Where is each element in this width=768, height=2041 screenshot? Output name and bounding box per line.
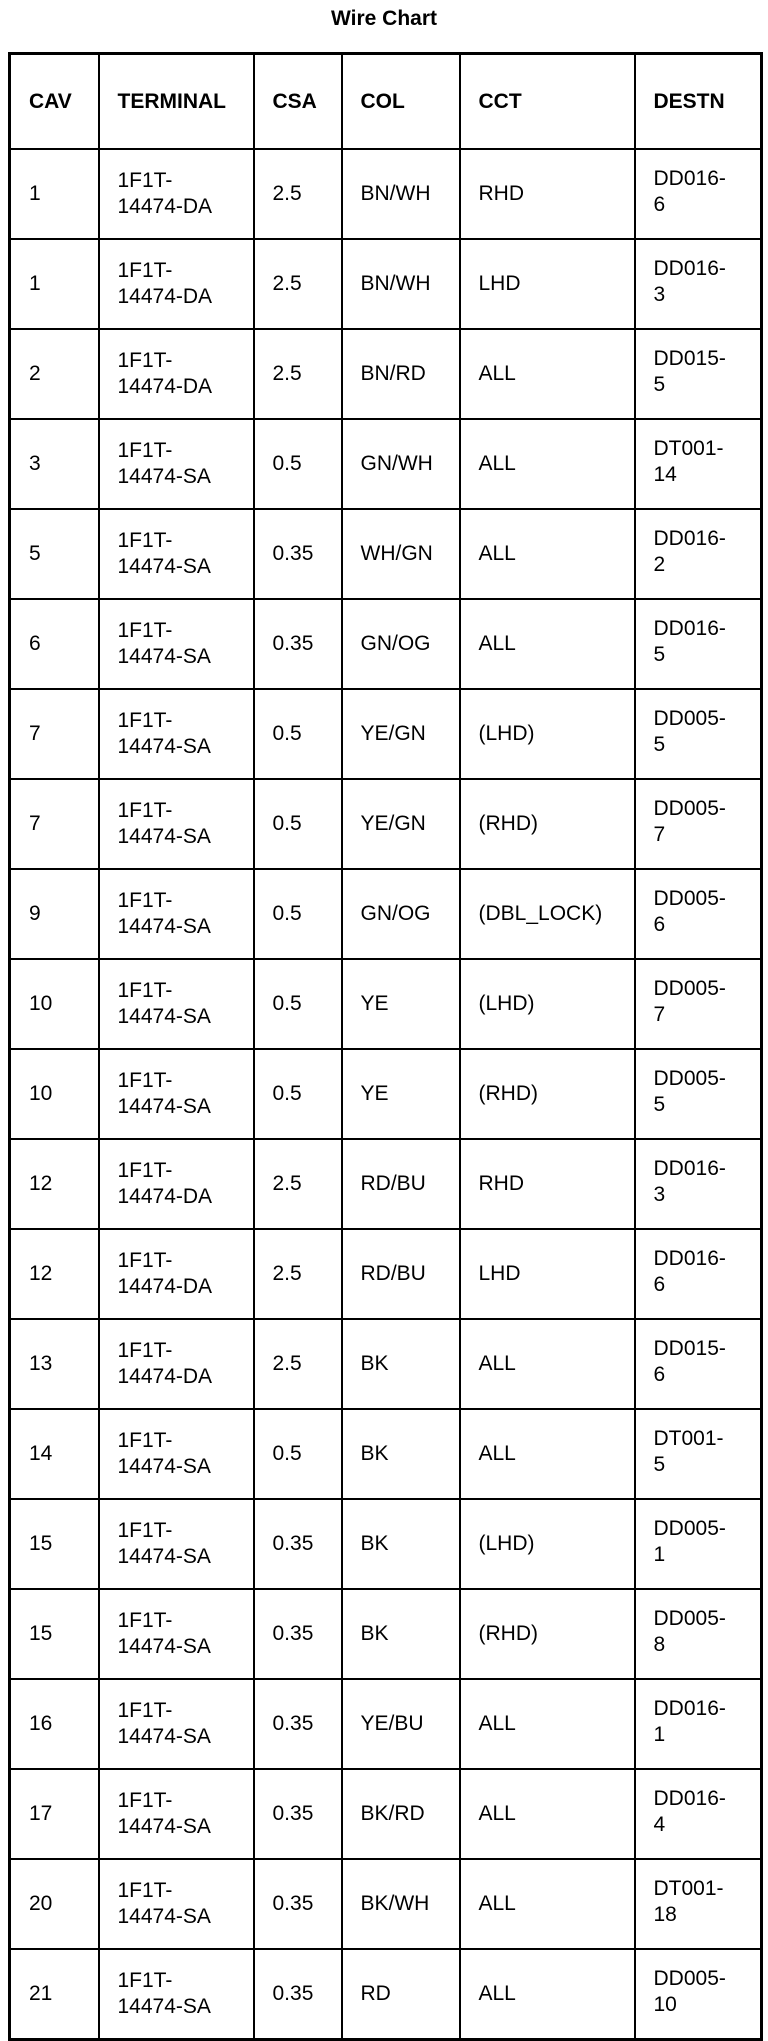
- cell-terminal-line-2: 14474-SA: [117, 1815, 211, 1838]
- cell-terminal-line-1: 1F1T-: [117, 1789, 173, 1812]
- cell-cct: LHD: [460, 1229, 635, 1319]
- cell-destn: [635, 689, 762, 779]
- cell-terminal-line-1: 1F1T-: [117, 439, 173, 462]
- cell-cct: (RHD): [460, 1589, 635, 1679]
- table-row: [10, 1409, 762, 1499]
- cell-terminal-line-2: 14474-DA: [117, 1185, 213, 1208]
- cell-terminal-line-1: 1F1T-: [117, 1609, 173, 1632]
- cell-terminal-line-2: 14474-SA: [117, 1455, 211, 1478]
- column-header-cav: CAV: [10, 54, 99, 150]
- cell-col: RD/BU: [342, 1139, 460, 1229]
- cell-terminal-line-1: 1F1T-: [117, 889, 173, 912]
- cell-cct: (LHD): [460, 959, 635, 1049]
- cell-cav: 17: [10, 1769, 99, 1859]
- cell-cav: 10: [10, 959, 99, 1049]
- cell-destn: [635, 869, 762, 959]
- cell-terminal-line-1: 1F1T-: [117, 1879, 173, 1902]
- cell-csa: 0.5: [254, 779, 342, 869]
- cell-terminal-line-1: 1F1T-: [117, 1699, 173, 1722]
- cell-destn-line-1: DT001-: [653, 1427, 724, 1450]
- table-row: [10, 959, 762, 1049]
- cell-cav: 15: [10, 1499, 99, 1589]
- cell-destn-line-1: DD016-: [653, 1697, 726, 1720]
- cell-cav: 3: [10, 419, 99, 509]
- cell-csa: 2.5: [254, 1319, 342, 1409]
- cell-destn-line-1: DD016-: [653, 617, 726, 640]
- cell-cav: 1: [10, 149, 99, 239]
- cell-col: GN/OG: [342, 599, 460, 689]
- table-row: [10, 509, 762, 599]
- cell-terminal: [99, 149, 254, 239]
- cell-cav: 7: [10, 779, 99, 869]
- cell-terminal: [99, 1409, 254, 1499]
- cell-terminal-line-2: 14474-SA: [117, 555, 211, 578]
- table-row: [10, 599, 762, 689]
- cell-destn-line-1: DT001-: [653, 1877, 724, 1900]
- cell-terminal: [99, 1229, 254, 1319]
- cell-csa: 2.5: [254, 1139, 342, 1229]
- cell-cav: 12: [10, 1229, 99, 1319]
- cell-destn-line-2: 18: [653, 1903, 677, 1926]
- cell-terminal-line-2: 14474-SA: [117, 1635, 211, 1658]
- cell-destn-line-1: DD015-: [653, 347, 726, 370]
- cell-terminal-line-1: 1F1T-: [117, 979, 173, 1002]
- cell-destn: [635, 1859, 762, 1949]
- cell-terminal-line-1: 1F1T-: [117, 349, 173, 372]
- cell-csa: 2.5: [254, 239, 342, 329]
- cell-destn: [635, 1409, 762, 1499]
- cell-col: GN/OG: [342, 869, 460, 959]
- cell-destn-line-2: 1: [653, 1543, 666, 1566]
- cell-destn-line-2: 6: [653, 1363, 666, 1386]
- page-title: Wire Chart: [331, 7, 437, 30]
- cell-cct: (RHD): [460, 1049, 635, 1139]
- header-row: [10, 54, 762, 150]
- table-row: [10, 149, 762, 239]
- cell-cav: 21: [10, 1949, 99, 2040]
- cell-destn-line-1: DD016-: [653, 1247, 726, 1270]
- table-row: [10, 689, 762, 779]
- cell-destn-line-1: DD016-: [653, 167, 726, 190]
- cell-destn: [635, 1679, 762, 1769]
- cell-terminal-line-1: 1F1T-: [117, 169, 173, 192]
- column-header-csa: CSA: [254, 54, 342, 150]
- table-row: [10, 1769, 762, 1859]
- column-header-cct: CCT: [460, 54, 635, 150]
- cell-terminal-line-2: 14474-DA: [117, 195, 213, 218]
- cell-destn: [635, 1139, 762, 1229]
- cell-cct: ALL: [460, 1859, 635, 1949]
- cell-cct: RHD: [460, 149, 635, 239]
- cell-cav: 14: [10, 1409, 99, 1499]
- cell-csa: 0.35: [254, 509, 342, 599]
- cell-terminal: [99, 1499, 254, 1589]
- cell-terminal: [99, 599, 254, 689]
- cell-col: WH/GN: [342, 509, 460, 599]
- cell-csa: 0.35: [254, 1859, 342, 1949]
- cell-destn-line-2: 1: [653, 1723, 666, 1746]
- cell-terminal: [99, 779, 254, 869]
- cell-cav: 10: [10, 1049, 99, 1139]
- cell-col: BN/WH: [342, 239, 460, 329]
- cell-terminal: [99, 1319, 254, 1409]
- cell-csa: 0.5: [254, 869, 342, 959]
- cell-csa: 0.35: [254, 599, 342, 689]
- cell-terminal: [99, 1139, 254, 1229]
- cell-terminal-line-1: 1F1T-: [117, 709, 173, 732]
- cell-terminal-line-2: 14474-SA: [117, 1725, 211, 1748]
- cell-cct: ALL: [460, 1769, 635, 1859]
- cell-col: BK: [342, 1409, 460, 1499]
- cell-destn-line-2: 6: [653, 1273, 666, 1296]
- cell-destn-line-2: 5: [653, 1453, 666, 1476]
- cell-destn-line-2: 3: [653, 283, 666, 306]
- table-row: [10, 239, 762, 329]
- cell-cct: ALL: [460, 599, 635, 689]
- cell-cct: ALL: [460, 1679, 635, 1769]
- cell-terminal-line-1: 1F1T-: [117, 1249, 173, 1272]
- cell-destn-line-2: 6: [653, 913, 666, 936]
- cell-csa: 0.35: [254, 1949, 342, 2040]
- cell-destn-line-1: DD005-: [653, 887, 726, 910]
- cell-destn-line-1: DD005-: [653, 1517, 726, 1540]
- cell-terminal-line-2: 14474-DA: [117, 285, 213, 308]
- cell-terminal-line-1: 1F1T-: [117, 1159, 173, 1182]
- cell-destn: [635, 149, 762, 239]
- table-row: [10, 869, 762, 959]
- cell-cav: 15: [10, 1589, 99, 1679]
- cell-terminal-line-1: 1F1T-: [117, 1069, 173, 1092]
- cell-cct: ALL: [460, 1319, 635, 1409]
- cell-col: YE: [342, 959, 460, 1049]
- cell-terminal: [99, 1589, 254, 1679]
- cell-destn-line-2: 4: [653, 1813, 666, 1836]
- cell-destn: [635, 329, 762, 419]
- cell-cct: (LHD): [460, 1499, 635, 1589]
- cell-terminal-line-2: 14474-DA: [117, 375, 213, 398]
- cell-destn-line-1: DD016-: [653, 257, 726, 280]
- cell-col: BN/WH: [342, 149, 460, 239]
- cell-terminal-line-2: 14474-SA: [117, 915, 211, 938]
- cell-destn-line-2: 5: [653, 373, 666, 396]
- cell-cct: ALL: [460, 329, 635, 419]
- cell-terminal-line-1: 1F1T-: [117, 1429, 173, 1452]
- cell-destn: [635, 1049, 762, 1139]
- cell-destn-line-2: 8: [653, 1633, 666, 1656]
- cell-terminal: [99, 869, 254, 959]
- cell-terminal-line-1: 1F1T-: [117, 799, 173, 822]
- cell-csa: 2.5: [254, 149, 342, 239]
- cell-csa: 2.5: [254, 329, 342, 419]
- cell-destn: [635, 599, 762, 689]
- cell-destn-line-2: 5: [653, 643, 666, 666]
- column-header-col: COL: [342, 54, 460, 150]
- wire-chart-table: [8, 52, 763, 2041]
- cell-cav: 13: [10, 1319, 99, 1409]
- cell-destn: [635, 1769, 762, 1859]
- cell-destn-line-1: DD016-: [653, 1157, 726, 1180]
- cell-csa: 0.35: [254, 1679, 342, 1769]
- table-row: [10, 1679, 762, 1769]
- cell-csa: 0.5: [254, 419, 342, 509]
- cell-destn-line-2: 10: [653, 1993, 677, 2016]
- cell-destn: [635, 959, 762, 1049]
- cell-terminal: [99, 1949, 254, 2040]
- cell-terminal: [99, 959, 254, 1049]
- cell-destn-line-2: 7: [653, 1003, 666, 1026]
- cell-col: YE/BU: [342, 1679, 460, 1769]
- cell-col: BK/WH: [342, 1859, 460, 1949]
- cell-terminal: [99, 1859, 254, 1949]
- cell-destn-line-1: DD005-: [653, 797, 726, 820]
- cell-destn: [635, 1229, 762, 1319]
- cell-terminal: [99, 419, 254, 509]
- cell-terminal-line-2: 14474-DA: [117, 1275, 213, 1298]
- cell-destn-line-1: DD005-: [653, 977, 726, 1000]
- table-row: [10, 419, 762, 509]
- cell-col: BK: [342, 1589, 460, 1679]
- cell-cct: ALL: [460, 419, 635, 509]
- cell-cav: 1: [10, 239, 99, 329]
- cell-terminal-line-1: 1F1T-: [117, 1519, 173, 1542]
- cell-csa: 0.35: [254, 1769, 342, 1859]
- cell-terminal-line-2: 14474-SA: [117, 735, 211, 758]
- cell-terminal-line-2: 14474-SA: [117, 1905, 211, 1928]
- cell-destn-line-1: DD016-: [653, 527, 726, 550]
- table-row: [10, 1319, 762, 1409]
- cell-csa: 0.35: [254, 1499, 342, 1589]
- cell-terminal-line-2: 14474-SA: [117, 825, 211, 848]
- cell-terminal-line-2: 14474-SA: [117, 1995, 211, 2018]
- cell-cct: (RHD): [460, 779, 635, 869]
- cell-cav: 12: [10, 1139, 99, 1229]
- cell-cav: 2: [10, 329, 99, 419]
- table-row: [10, 779, 762, 869]
- cell-col: BK/RD: [342, 1769, 460, 1859]
- cell-csa: 0.35: [254, 1589, 342, 1679]
- cell-destn-line-2: 3: [653, 1183, 666, 1206]
- cell-terminal-line-2: 14474-SA: [117, 645, 211, 668]
- cell-destn: [635, 779, 762, 869]
- cell-csa: 2.5: [254, 1229, 342, 1319]
- cell-destn-line-2: 2: [653, 553, 666, 576]
- cell-terminal-line-1: 1F1T-: [117, 1969, 173, 1992]
- cell-destn-line-2: 6: [653, 193, 666, 216]
- table-row: [10, 1589, 762, 1679]
- cell-terminal: [99, 1679, 254, 1769]
- cell-cct: (DBL_LOCK): [460, 869, 635, 959]
- table-row: [10, 1049, 762, 1139]
- table-body: [10, 149, 762, 2040]
- cell-col: YE: [342, 1049, 460, 1139]
- cell-destn-line-1: DD016-: [653, 1787, 726, 1810]
- cell-col: BK: [342, 1319, 460, 1409]
- cell-destn: [635, 239, 762, 329]
- cell-terminal-line-2: 14474-DA: [117, 1365, 213, 1388]
- column-header-terminal: TERMINAL: [99, 54, 254, 150]
- table-row: [10, 1499, 762, 1589]
- cell-destn-line-1: DD005-: [653, 707, 726, 730]
- cell-destn-line-2: 5: [653, 1093, 666, 1116]
- cell-terminal-line-1: 1F1T-: [117, 529, 173, 552]
- cell-destn: [635, 509, 762, 599]
- cell-cct: ALL: [460, 509, 635, 599]
- cell-cct: (LHD): [460, 689, 635, 779]
- cell-cct: RHD: [460, 1139, 635, 1229]
- cell-csa: 0.5: [254, 689, 342, 779]
- cell-destn-line-1: DD015-: [653, 1337, 726, 1360]
- cell-terminal-line-1: 1F1T-: [117, 1339, 173, 1362]
- cell-destn: [635, 1319, 762, 1409]
- cell-col: YE/GN: [342, 779, 460, 869]
- cell-destn-line-1: DT001-: [653, 437, 724, 460]
- cell-terminal-line-1: 1F1T-: [117, 259, 173, 282]
- table-row: [10, 1859, 762, 1949]
- cell-csa: 0.5: [254, 959, 342, 1049]
- table-row: [10, 1229, 762, 1319]
- cell-cav: 20: [10, 1859, 99, 1949]
- cell-destn: [635, 1949, 762, 2040]
- cell-terminal: [99, 1769, 254, 1859]
- cell-terminal: [99, 509, 254, 599]
- cell-terminal-line-2: 14474-SA: [117, 1095, 211, 1118]
- column-header-destn: DESTN: [635, 54, 762, 150]
- cell-cav: 7: [10, 689, 99, 779]
- cell-cct: ALL: [460, 1409, 635, 1499]
- cell-csa: 0.5: [254, 1049, 342, 1139]
- cell-destn-line-1: DD005-: [653, 1607, 726, 1630]
- cell-terminal: [99, 1049, 254, 1139]
- cell-terminal: [99, 239, 254, 329]
- cell-destn: [635, 419, 762, 509]
- cell-terminal-line-1: 1F1T-: [117, 619, 173, 642]
- cell-col: RD: [342, 1949, 460, 2040]
- cell-col: GN/WH: [342, 419, 460, 509]
- cell-destn: [635, 1499, 762, 1589]
- cell-col: BK: [342, 1499, 460, 1589]
- cell-cav: 16: [10, 1679, 99, 1769]
- cell-destn-line-2: 7: [653, 823, 666, 846]
- cell-cav: 6: [10, 599, 99, 689]
- cell-terminal: [99, 689, 254, 779]
- cell-destn: [635, 1589, 762, 1679]
- table-row: [10, 1139, 762, 1229]
- cell-cct: LHD: [460, 239, 635, 329]
- cell-terminal: [99, 329, 254, 419]
- cell-cct: ALL: [460, 1949, 635, 2040]
- cell-terminal-line-2: 14474-SA: [117, 1545, 211, 1568]
- cell-terminal-line-2: 14474-SA: [117, 1005, 211, 1028]
- cell-cav: 9: [10, 869, 99, 959]
- cell-col: YE/GN: [342, 689, 460, 779]
- cell-csa: 0.5: [254, 1409, 342, 1499]
- cell-col: BN/RD: [342, 329, 460, 419]
- table-row: [10, 1949, 762, 2040]
- cell-cav: 5: [10, 509, 99, 599]
- table-row: [10, 329, 762, 419]
- cell-destn-line-1: DD005-: [653, 1967, 726, 1990]
- cell-col: RD/BU: [342, 1229, 460, 1319]
- cell-destn-line-2: 14: [653, 463, 677, 486]
- cell-destn-line-1: DD005-: [653, 1067, 726, 1090]
- cell-destn-line-2: 5: [653, 733, 666, 756]
- cell-terminal-line-2: 14474-SA: [117, 465, 211, 488]
